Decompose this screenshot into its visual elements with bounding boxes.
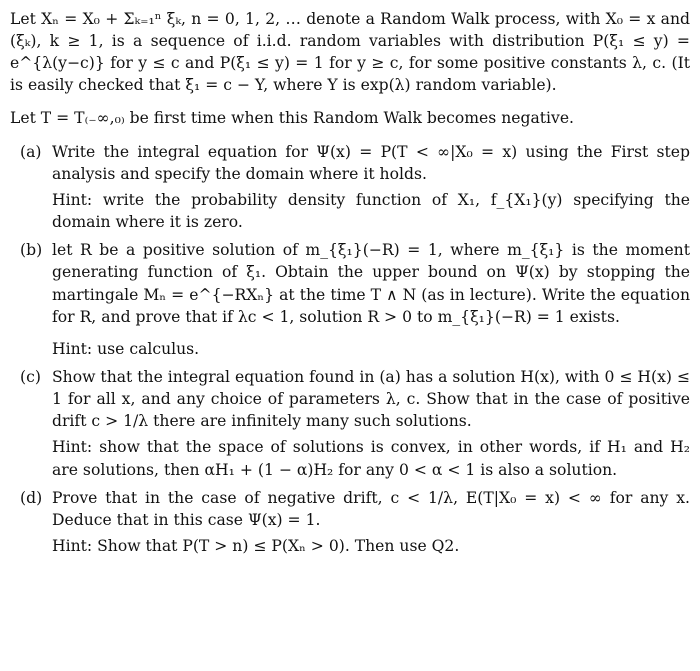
stopping-time-text: Let T = T₍₋∞,₀₎ be first time when this Random Walk becomes negative.: [10, 108, 575, 127]
question-item-b: [10, 239, 690, 360]
question-text: Write the integral equation for Ψ(x) = P(T < ∞|X₀ = x) using the First step analysis and specify the domain where it holds.: [52, 142, 690, 183]
stopping-time-definition: [10, 107, 690, 129]
question-hint: Hint: show that the space of solutions is convex, in other words, if H₁ and H₂ are solutions, then αH₁ + (1 − α)H₂ for any 0 < α < 1 is also a solution.: [52, 438, 690, 479]
intro-text: Let Xₙ = X₀ + Σₖ₌₁ⁿ ξₖ, n = 0, 1, 2, … denote a Random Walk process, with X₀ = x and (ξₖ), k ≥ 1, is a sequence of i.i.d. random variables with distribution P(ξ₁ ≤ y) = e^{λ(y−c)} for y ≤ c and P(ξ₁ ≤ y) = 1 for y ≥ c, for some positive constants λ, c. (It is easily checked that ξ₁ = c − Y, where Y is exp(λ) random variable).: [10, 10, 690, 95]
question-text: let R be a positive solution of m_{ξ₁}(−R) = 1, where m_{ξ₁} is the moment generating function of ξ₁. Obtain the upper bound on Ψ(x) by stopping the martingale Mₙ = e^{−RXₙ} at the time T ∧ N (as in lecture). Write the equation for R, and prove that if λc < 1, solution R > 0 to m_{ξ₁}(−R) = 1 exists.: [52, 241, 690, 326]
question-hint: Hint: write the probability density function of X₁, f_{X₁}(y) specifying the domain where it is zero.: [52, 190, 690, 232]
question-hint: Hint: Show that P(T > n) ≤ P(Xₙ > 0). Then use Q2.: [52, 536, 460, 555]
question-item-c: [10, 366, 690, 481]
question-label: (b): [20, 241, 43, 260]
question-text: Show that the integral equation found in (a) has a solution H(x), with 0 ≤ H(x) ≤ 1 for all x, and any choice of parameters λ, c. Show that in the case of positive drift c > 1/λ there are infinitely many such solutions.: [52, 367, 690, 431]
intro-paragraph: [10, 8, 690, 97]
question-label: (c): [20, 367, 41, 386]
question-hint: Hint: use calculus.: [52, 339, 200, 358]
question-list: [10, 141, 690, 557]
question-item-d: [10, 487, 690, 557]
question-label: (d): [20, 488, 43, 507]
question-item-a: [10, 141, 690, 234]
question-label: (a): [20, 142, 42, 161]
question-text: Prove that in the case of negative drift, c < 1/λ, E(T|X₀ = x) < ∞ for any x. Deduce that in this case Ψ(x) = 1.: [52, 488, 690, 529]
